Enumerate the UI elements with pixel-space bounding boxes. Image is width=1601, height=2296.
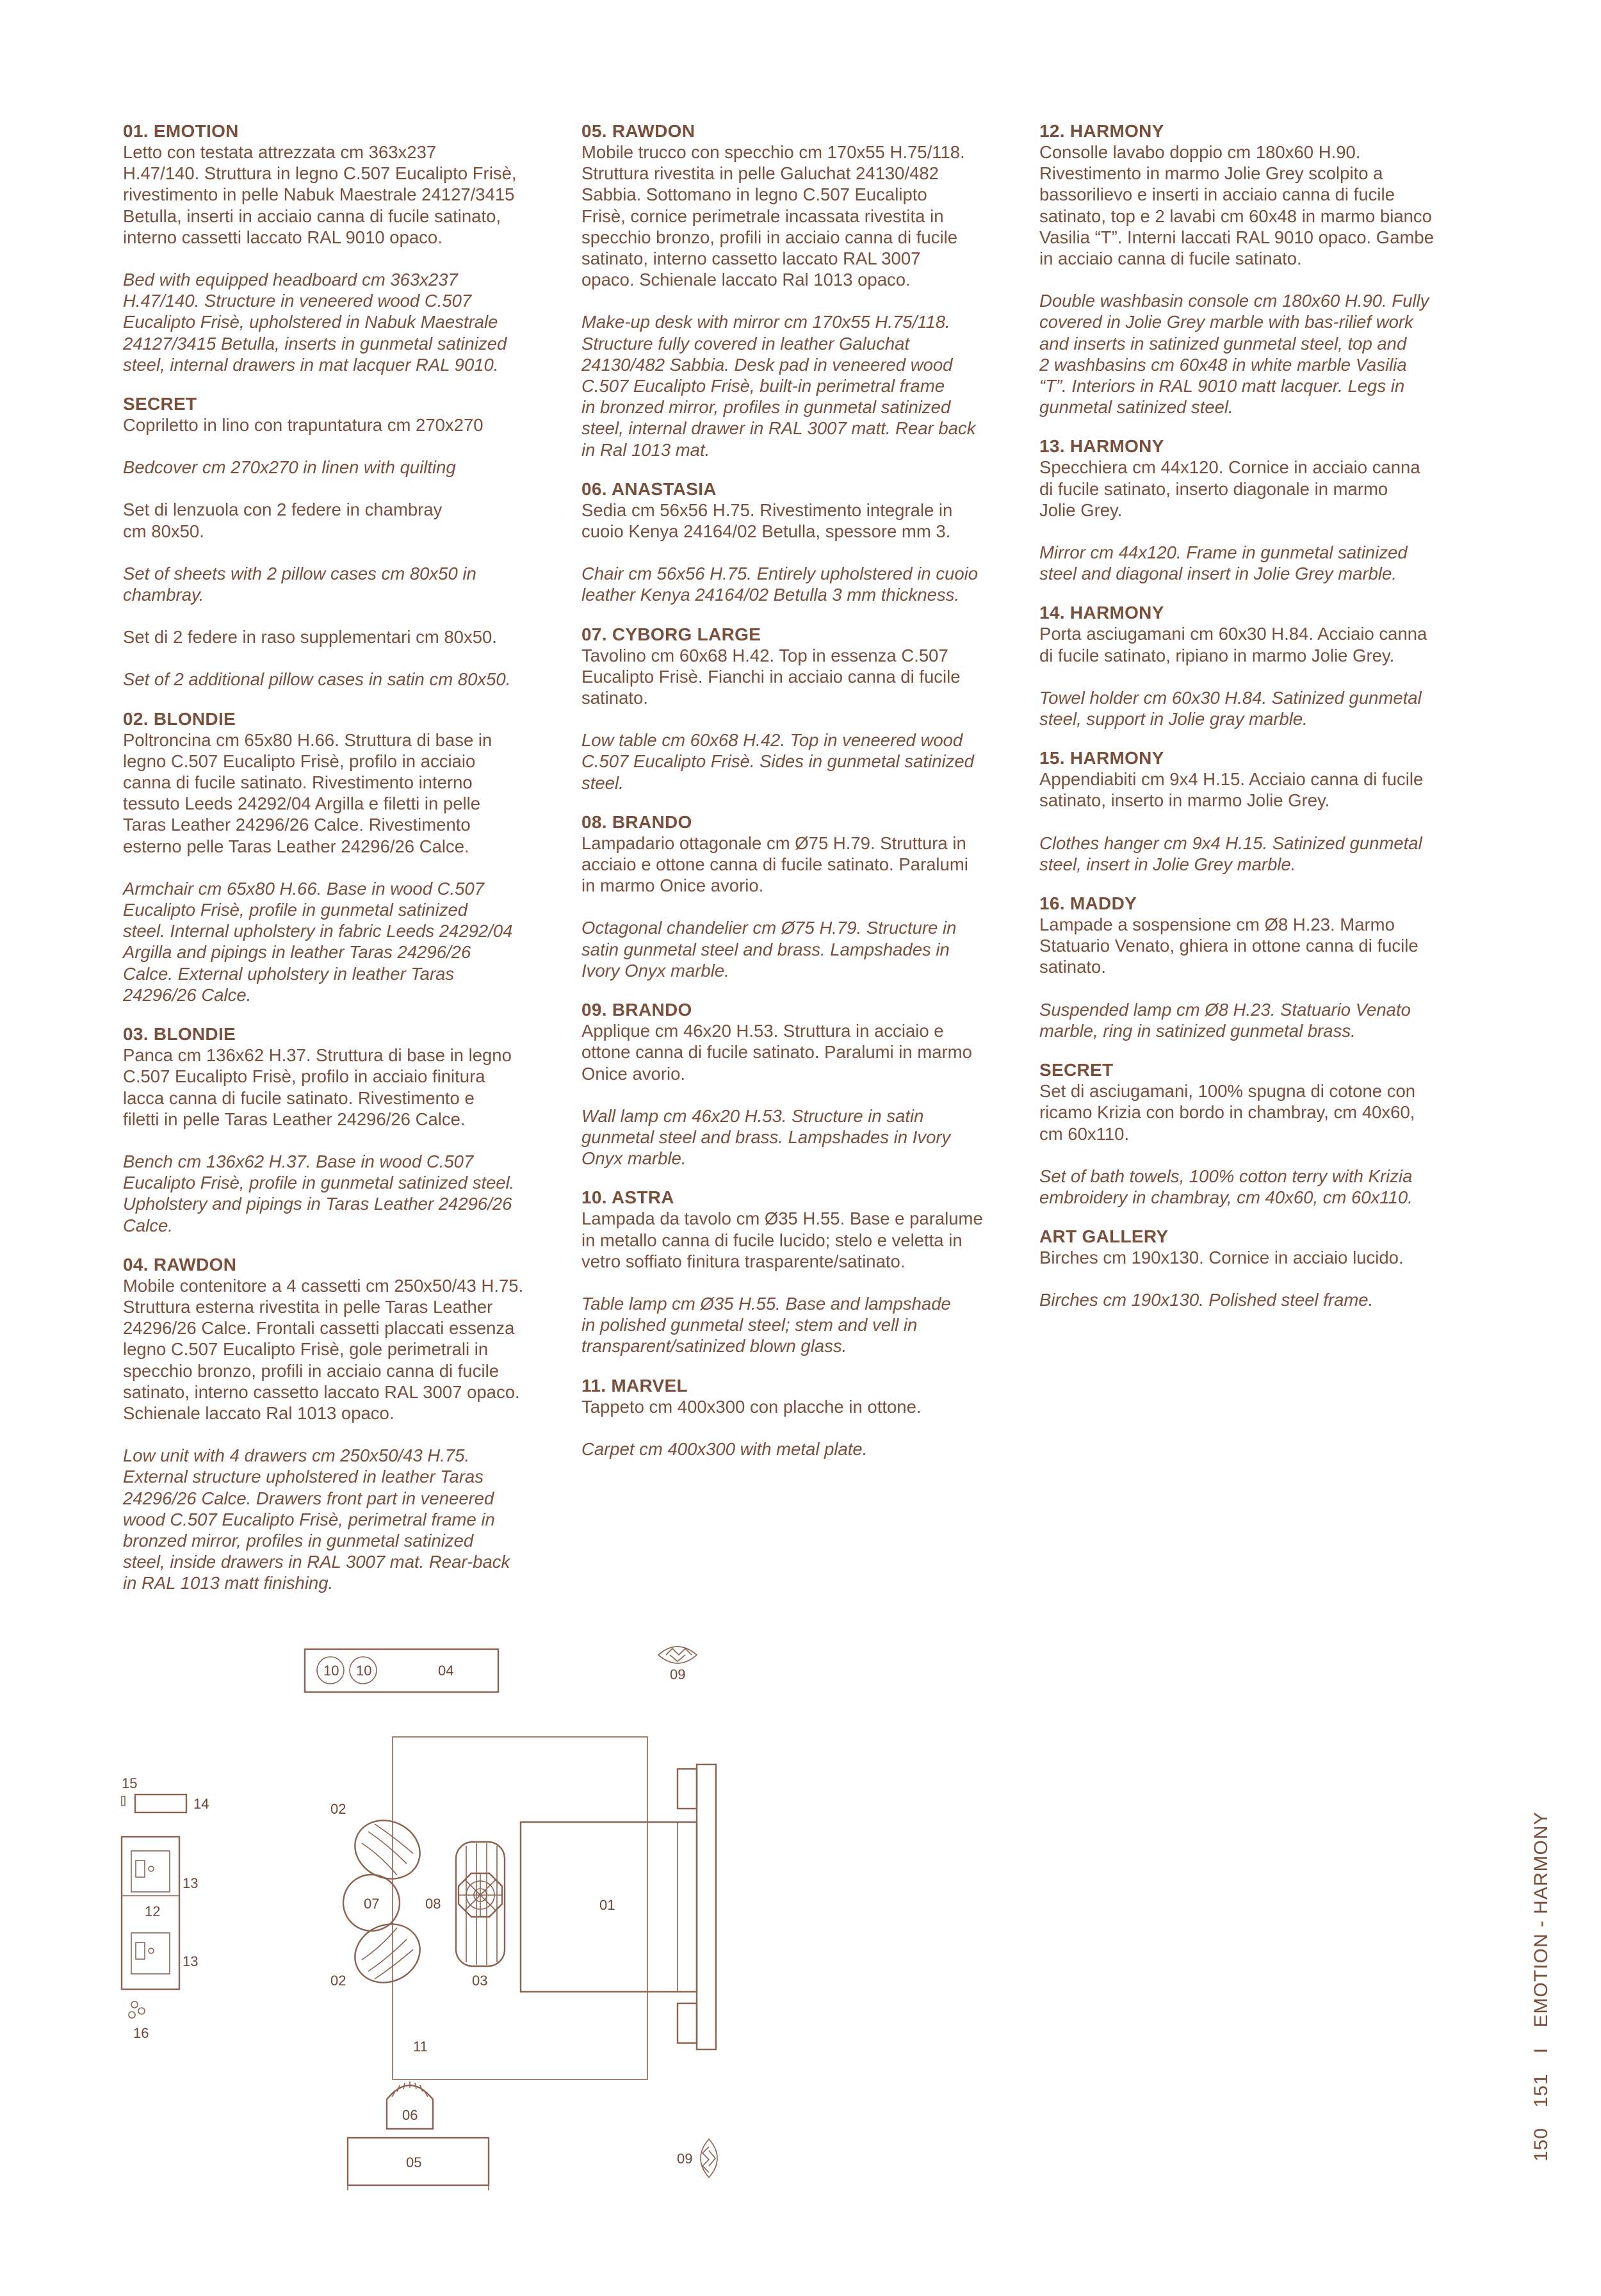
product-title: 14. HARMONY — [1039, 603, 1164, 623]
product-entry — [123, 393, 546, 690]
description-italian: Consolle lavabo doppio cm 180x60 H.90. Rivestimento in marmo Jolie Grey scolpito a bassorilievo e inserti in acciaio canna di fucile satinato, top e 2 lavabi cm 60x48 in marmo bianco Vasilia “T”. Interni laccati RAL 9010 opaco. Gambe in acciaio canna di fucile satinato. — [1039, 142, 1434, 269]
description-english: Bench cm 136x62 H.37. Base in wood C.507 Eucalipto Frisè, profile in gunmetal satinized steel. Upholstery and pipings in Taras Leather 24296/26 Calce. — [123, 1151, 515, 1235]
section-title: EMOTION - HARMONY — [1531, 1811, 1552, 2028]
product-title: ART GALLERY — [1039, 1226, 1169, 1247]
description-english: Low table cm 60x68 H.42. Top in veneered wood C.507 Eucalipto Frisè. Sides in gunmetal satinized steel. — [581, 730, 974, 793]
product-title: 15. HARMONY — [1039, 748, 1164, 769]
description-italian: Lampada da tavolo cm Ø35 H.55. Base e paralume in metallo canna di fucile lucido; stelo e veletta in vetro soffiato finitura trasparente/satinato. — [581, 1209, 983, 1271]
description-english: Bedcover cm 270x270 in linen with quilting — [123, 457, 456, 478]
product-entry — [581, 811, 1004, 981]
product-entry — [581, 478, 1004, 606]
label-13-top: 13 — [183, 1875, 199, 1891]
description-italian: Copriletto in lino con trapuntatura cm 270x270 — [123, 415, 484, 436]
description-english: Birches cm 190x130. Polished steel frame. — [1039, 1290, 1374, 1310]
text-column-3 — [1039, 120, 1475, 1329]
label-01: 01 — [599, 1897, 615, 1913]
product-entry — [1039, 747, 1475, 875]
label-07: 07 — [364, 1896, 380, 1912]
description-english: Chair cm 56x56 H.75. Entirely upholstered in cuoio leather Kenya 24164/02 Betulla 3 mm thickness. — [581, 564, 979, 605]
wall-lamp-09-bottom — [677, 2139, 717, 2178]
product-entry — [1039, 436, 1475, 584]
product-title: 13. HARMONY — [1039, 436, 1164, 457]
label-16: 16 — [133, 2025, 149, 2041]
label-14: 14 — [193, 1796, 209, 1812]
label-11: 11 — [413, 2039, 428, 2055]
bathroom-console-12 — [122, 1775, 209, 2041]
text-column-1 — [123, 120, 546, 1612]
label-06: 06 — [402, 2107, 418, 2123]
page-footer-vertical — [1531, 1798, 1552, 2162]
product-entry — [1039, 1226, 1475, 1310]
armchair-02-bottom — [330, 1914, 430, 1993]
product-title: 11. MARVEL — [581, 1375, 688, 1396]
floor-plan — [0, 1627, 1601, 2296]
description-italian: Set di lenzuola con 2 federe in chambray cm 80x50. — [123, 500, 443, 541]
label-03: 03 — [472, 1973, 488, 1989]
low-unit-04 — [305, 1649, 498, 1692]
wall-lamp-09-top — [658, 1647, 697, 1682]
chandelier-08 — [425, 1873, 502, 1917]
product-title: 04. RAWDON — [123, 1254, 237, 1274]
description-italian: Birches cm 190x130. Cornice in acciaio lucido. — [1039, 1248, 1404, 1268]
description-italian: Set di asciugamani, 100% spugna di cotone con ricamo Krizia con bordo in chambray, cm 40x60, cm 60x110. — [1039, 1081, 1416, 1144]
product-title: 02. BLONDIE — [123, 708, 236, 729]
description-english: Set of bath towels, 100% cotton terry with Krizia embroidery in chambray, cm 40x60, cm 60x110. — [1039, 1166, 1413, 1207]
description-italian: Tappeto cm 400x300 con placche in ottone. — [581, 1396, 922, 1417]
product-entry — [1039, 1059, 1475, 1208]
label-08: 08 — [425, 1896, 441, 1912]
product-entry — [123, 120, 546, 375]
description-italian: Specchiera cm 44x120. Cornice in acciaio canna di fucile satinato, inserto diagonale in marmo Jolie Grey. — [1039, 457, 1420, 520]
description-english: Set of sheets with 2 pillow cases cm 80x50 in chambray. — [123, 563, 476, 605]
description-english: Suspended lamp cm Ø8 H.23. Statuario Venato marble, ring in satinized gunmetal brass. — [1039, 999, 1411, 1041]
product-entry — [581, 999, 1004, 1169]
label-05: 05 — [406, 2154, 422, 2170]
description-english: Set of 2 additional pillow cases in satin cm 80x50. — [123, 669, 511, 690]
label-10a: 10 — [323, 1663, 339, 1679]
product-entry — [581, 1187, 1004, 1356]
product-title: 01. EMOTION — [123, 121, 239, 141]
description-italian: Poltroncina cm 65x80 H.66. Struttura di base in legno C.507 Eucalipto Frisè, profilo in acciaio canna di fucile satinato. Rivestimento interno tessuto Leeds 24292/04 Argilla e filetti in pelle Taras Leather 24296/26 Calce. Rivestimento esterno pelle Taras Leather 24296/26 Calce. — [123, 729, 492, 856]
label-15: 15 — [122, 1775, 138, 1791]
description-italian: Applique cm 46x20 H.53. Struttura in acciaio e ottone canna di fucile satinato. Paralumi in marmo Onice avorio. — [581, 1021, 972, 1084]
product-entry — [123, 708, 546, 1006]
description-english: Double washbasin console cm 180x60 H.90. Fully covered in Jolie Grey marble with bas-rilief work and inserts in satinized gunmetal steel, top and 2 washbasins cm 60x48 in white marble Vasilia “T”. Interiors in RAL 9010 matt lacquer. Legs in gunmetal satinized steel. — [1039, 291, 1429, 418]
product-entry — [1039, 893, 1475, 1041]
label-04: 04 — [438, 1663, 454, 1679]
description-english: Octagonal chandelier cm Ø75 H.79. Structure in satin gunmetal steel and brass. Lampshades in Ivory Onyx marble. — [581, 918, 957, 981]
product-title: 06. ANASTASIA — [581, 478, 717, 499]
description-italian: Sedia cm 56x56 H.75. Rivestimento integrale in cuoio Kenya 24164/02 Betulla, spessore mm 3. — [581, 500, 953, 542]
product-entry — [581, 120, 1004, 460]
product-title: SECRET — [1039, 1060, 1114, 1080]
description-english: Towel holder cm 60x30 H.84. Satinized gunmetal steel, support in Jolie gray marble. — [1039, 687, 1422, 729]
description-english: Carpet cm 400x300 with metal plate. — [581, 1438, 868, 1459]
description-italian: Lampade a sospensione cm Ø8 H.23. Marmo Statuario Venato, ghiera in ottone canna di fucile satinato. — [1039, 915, 1418, 977]
description-italian: Porta asciugamani cm 60x30 H.84. Acciaio canna di fucile satinato, ripiano in marmo Jolie Grey. — [1039, 624, 1427, 665]
page-number-left: 150 — [1531, 2127, 1552, 2162]
description-italian: Mobile trucco con specchio cm 170x55 H.75/118. Struttura rivestita in pelle Galuchat 24130/482 Sabbia. Sottomano in legno C.507 Eucalipto Frisè, cornice perimetrale incassata rivestita in specchio bronzo, profili in acciaio canna di fucile satinato, interno cassetto laccato RAL 3007 opaco. Schienale laccato Ral 1013 opaco. — [581, 142, 965, 290]
description-english: Wall lamp cm 46x20 H.53. Structure in satin gunmetal steel and brass. Lampshades in Ivory Onyx marble. — [581, 1105, 951, 1169]
label-02-top: 02 — [330, 1801, 346, 1817]
description-english: Armchair cm 65x80 H.66. Base in wood C.507 Eucalipto Frisè, profile in gunmetal satinized steel. Internal upholstery in fabric Leeds 24292/04 Argilla and pipings in leather Taras 24296/26 Calce. External upholstery in leather Taras 24296/26 Calce. — [123, 878, 513, 1005]
product-entry — [581, 624, 1004, 794]
description-italian: Lampadario ottagonale cm Ø75 H.79. Struttura in acciaio e ottone canna di fucile satinato. Paralumi in marmo Onice avorio. — [581, 833, 968, 896]
description-italian: Set di 2 federe in raso supplementari cm 80x50. — [123, 627, 497, 647]
label-10b: 10 — [356, 1663, 372, 1679]
description-italian: Mobile contenitore a 4 cassetti cm 250x50/43 H.75. Struttura esterna rivestita in pelle Taras Leather 24296/26 Calce. Frontali cassetti placcati essenza legno C.507 Eucalipto Frisè, gole perimetrali in specchio bronzo, profili in acciaio canna di fucile satinato, interno cassetto laccato RAL 3007 opaco. Schienale laccato Ral 1013 opaco. — [123, 1275, 524, 1423]
label-02-bottom: 02 — [330, 1973, 346, 1989]
product-title: 03. BLONDIE — [123, 1024, 236, 1045]
description-english: Clothes hanger cm 9x4 H.15. Satinized gunmetal steel, insert in Jolie Grey marble. — [1039, 833, 1422, 874]
desk-05 — [348, 2138, 489, 2190]
label-09-top: 09 — [670, 1666, 686, 1682]
product-title: 08. BRANDO — [581, 811, 692, 832]
description-english: Make-up desk with mirror cm 170x55 H.75/118. Structure fully covered in leather Galuchat 24130/482 Sabbia. Desk pad in veneered wood C.507 Eucalipto Frisè, built-in perimetral frame in bronzed mirror, profiles in gunmetal satinized steel, internal drawer in RAL 3007 matt. Rear back in Ral 1013 mat. — [581, 312, 976, 460]
label-09-bottom: 09 — [677, 2151, 693, 2167]
chair-06 — [387, 2081, 433, 2129]
description-english: Mirror cm 44x120. Frame in gunmetal satinized steel and diagonal insert in Jolie Grey marble. — [1039, 542, 1408, 584]
product-title: 05. RAWDON — [581, 121, 695, 141]
product-entry — [123, 1023, 546, 1236]
text-column-2 — [581, 120, 1004, 1478]
product-entry — [123, 1254, 546, 1594]
description-english: Low unit with 4 drawers cm 250x50/43 H.75. External structure upholstered in leather Taras 24296/26 Calce. Drawers front part in veneered wood C.507 Eucalipto Frisè, perimetral frame in bronzed mirror, profiles in gunmetal satinized steel, inside drawers in RAL 3007 mat. Rear-back in RAL 1013 matt finishing. — [123, 1445, 510, 1593]
product-title: 16. MADDY — [1039, 893, 1137, 914]
description-italian: Panca cm 136x62 H.37. Struttura di base in legno C.507 Eucalipto Frisè, profilo in acciaio finitura lacca canna di fucile satinato. Rivestimento e filetti in pelle Taras Leather 24296/26 Calce. — [123, 1045, 512, 1129]
product-title: 07. CYBORG LARGE — [581, 624, 761, 644]
description-english: Bed with equipped headboard cm 363x237 H.47/140. Structure in veneered wood C.507 Eucalipto Frisè, upholstered in Nabuk Maestrale 24127/3415 Betulla, inserts in gunmetal satinized steel, internal drawers in mat lacquer RAL 9010. — [123, 270, 507, 375]
label-13-bottom: 13 — [183, 1953, 199, 1969]
page-number-right: 151 — [1531, 2073, 1552, 2108]
bed-01 — [521, 1764, 716, 2049]
description-english: Table lamp cm Ø35 H.55. Base and lampshade in polished gunmetal steel; stem and vell in transparent/satinized blown glass. — [581, 1293, 951, 1356]
low-table-07 — [343, 1875, 400, 1931]
label-12: 12 — [145, 1903, 161, 1919]
product-entry — [1039, 120, 1475, 418]
separator: I — [1531, 2047, 1552, 2054]
product-entry — [581, 1375, 1004, 1460]
product-title: SECRET — [123, 394, 197, 414]
product-title: 09. BRANDO — [581, 1000, 692, 1020]
description-italian: Letto con testata attrezzata cm 363x237 H.47/140. Struttura in legno C.507 Eucalipto Frisè, rivestimento in pelle Nabuk Maestrale 24127/3415 Betulla, inserti in acciaio canna di fucile satinato, interno cassetti laccato RAL 9010 opaco. — [123, 142, 517, 247]
product-title: 10. ASTRA — [581, 1187, 674, 1208]
product-title: 12. HARMONY — [1039, 121, 1164, 141]
product-entry — [1039, 602, 1475, 729]
description-italian: Appendiabiti cm 9x4 H.15. Acciaio canna di fucile satinato, inserto in marmo Jolie Grey. — [1039, 769, 1424, 811]
description-italian: Tavolino cm 60x68 H.42. Top in essenza C.507 Eucalipto Frisè. Fianchi in acciaio canna di fucile satinato. — [581, 645, 961, 708]
